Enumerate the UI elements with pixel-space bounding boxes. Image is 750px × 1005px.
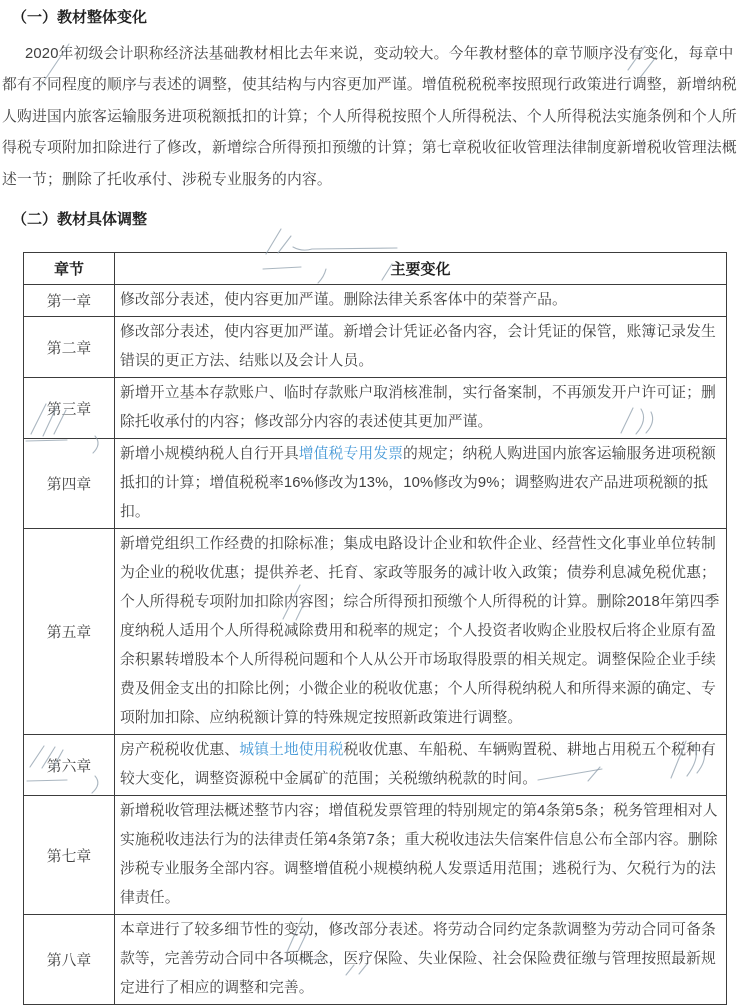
change-text: 的规定；纳税人购进国内旅客运输服务进项税额抵扣的计算；增值税税率16%修改为13%，10%修改为9%；调整购进农产品进项税额的抵扣。 — [120, 446, 716, 521]
chapter-cell: 第一章 — [24, 285, 115, 317]
change-text: 修改部分表述，使内容更加严谨。新增会计凭证必备内容，会计凭证的保管，账簿记录发生错误的更正方法、结账以及会计人员。 — [120, 324, 716, 370]
change-text: 本章进行了较多细节性的变动，修改部分表述。将劳动合同约定条款调整为劳动合同可备条款等，完善劳动合同中各项概念，医疗保险、失业保险、社会保险费征缴与管理按照最新规定进行了相应的调整和完善。 — [120, 922, 716, 997]
changes-cell — [115, 796, 727, 915]
chapter-cell: 第五章 — [24, 529, 115, 735]
changes-cell — [115, 439, 727, 529]
changes-table — [23, 252, 727, 1005]
changes-table-body — [24, 285, 727, 1005]
changes-cell — [115, 317, 727, 378]
table-header-chapter: 章节 — [24, 253, 115, 285]
change-text: 税收优惠、车船税、车辆购置税、耕地占用税五个税种有较大变化，调整资源税中金属矿的范围；关税缴纳税款的时间。 — [120, 742, 716, 788]
table-header-changes: 主要变化 — [115, 253, 727, 285]
table-row — [24, 317, 727, 378]
change-text: 新增党组织工作经费的扣除标准；集成电路设计企业和软件企业、经营性文化事业单位转制为企业的税收优惠；提供养老、托育、家政等服务的减计收入政策；债券利息减免税优惠；个人所得税专项附加扣除内容图；综合所得预扣预缴个人所得税的计算。删除2018年第四季度纳税人适用个人所得税减除费用和税率的规定；个人投资者收购企业股权后将企业原有盈余积累转增股本个人所得税问题和个人从公开市场取得股票的相关规定。调整保险企业手续费及佣金支出的扣除比例；小微企业的税收优惠；个人所得税纳税人和所得来源的确定、专项附加扣除、应纳税额计算的特殊规定按照新政策进行调整。 — [120, 536, 720, 727]
chapter-cell: 第四章 — [24, 439, 115, 529]
table-row — [24, 285, 727, 317]
table-header-row — [24, 253, 727, 285]
table-row — [24, 915, 727, 1005]
changes-cell — [115, 378, 727, 439]
chapter-cell: 第二章 — [24, 317, 115, 378]
section-1-heading: （一）教材整体变化 — [12, 9, 148, 26]
change-text: 新增小规模纳税人自行开具 — [120, 446, 299, 463]
chapter-cell: 第三章 — [24, 378, 115, 439]
tax-term-link[interactable]: 增值税专用发票 — [298, 446, 404, 463]
table-row — [24, 735, 727, 796]
table-row — [24, 378, 727, 439]
change-text: 修改部分表述，使内容更加严谨。删除法律关系客体中的荣誉产品。 — [120, 292, 567, 309]
change-text: 新增税收管理法概述整节内容；增值税发票管理的特别规定的第4条第5条；税务管理相对人实施税收违法行为的法律责任第4条第7条；重大税收违法失信案件信息公布全部内容。删除涉税专业服务全部内容。调整增值税小规模纳税人发票适用范围；逃税行为、欠税行为的法律责任。 — [120, 803, 718, 907]
table-row — [24, 439, 727, 529]
table-row — [24, 796, 727, 915]
table-row — [24, 529, 727, 735]
tax-term-link[interactable]: 城镇土地使用税 — [239, 742, 344, 759]
changes-cell — [115, 285, 727, 317]
chapter-cell: 第七章 — [24, 796, 115, 915]
changes-cell — [115, 529, 727, 735]
change-text: 房产税税收优惠、 — [120, 742, 240, 759]
change-text: 新增开立基本存款账户、临时存款账户取消核准制，实行备案制，不再颁发开户许可证；删除托收承付的内容；修改部分内容的表述使其更加严谨。 — [120, 385, 716, 431]
intro-paragraph: 2020年初级会计职称经济法基础教材相比去年来说，变动较大。今年教材整体的章节顺序没有变化，每章中都有不同程度的顺序与表述的调整，使其结构与内容更加严谨。增值税税税率按照现行政策进行调整，新增纳税人购进国内旅客运输服务进项税额抵扣的计算；个人所得税按照个人所得税法、个人所得税法实施条例和个人所得税专项附加扣除进行了修改，新增综合所得预扣预缴的计算；第七章税收征收管理法律制度新增税收管理法概述一节；删除了托收承付、涉税专业服务的内容。 — [2, 46, 737, 188]
chapter-cell: 第六章 — [24, 735, 115, 796]
chapter-cell: 第八章 — [24, 915, 115, 1005]
changes-cell — [115, 915, 727, 1005]
changes-cell — [115, 735, 727, 796]
section-2-heading: （二）教材具体调整 — [12, 211, 148, 229]
